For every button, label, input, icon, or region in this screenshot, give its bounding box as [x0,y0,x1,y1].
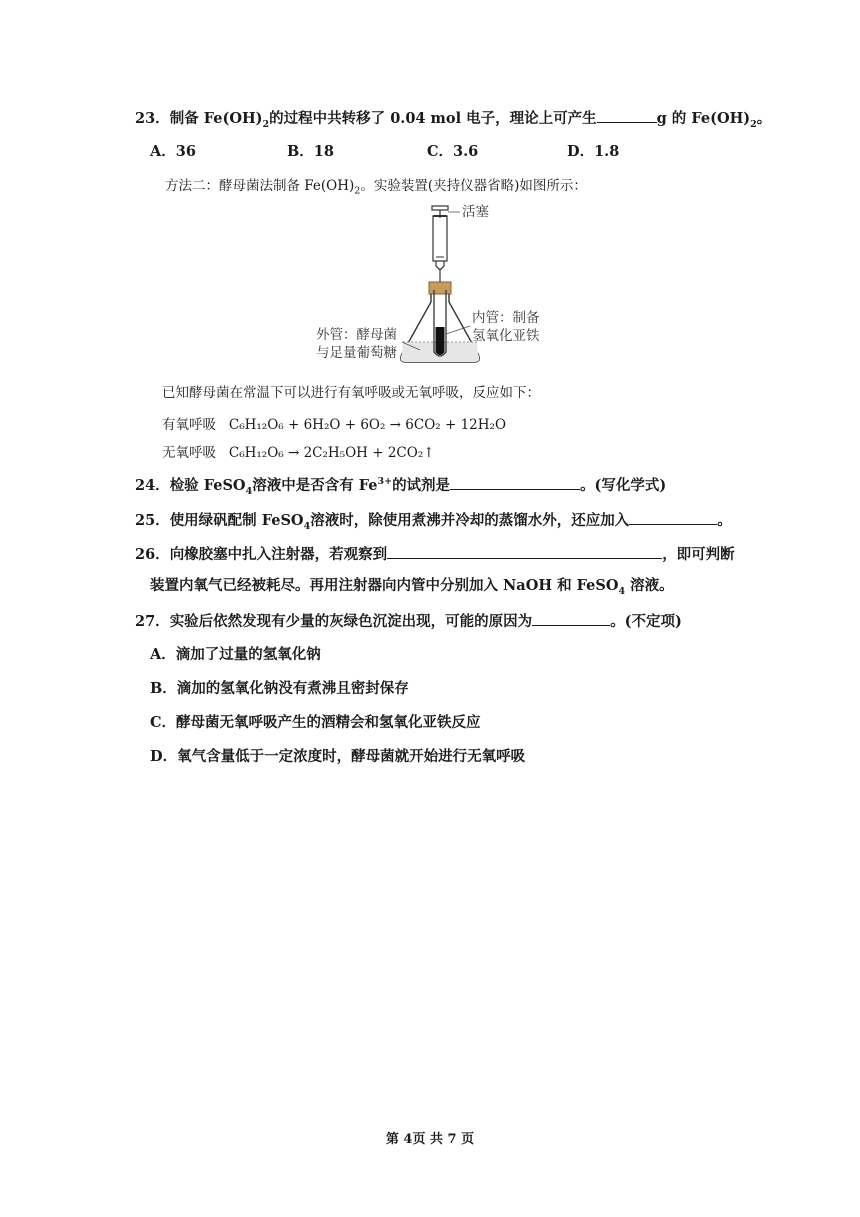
answer-blank-26[interactable] [387,543,662,559]
answer-blank-24[interactable] [450,474,580,490]
aerobic-equation-row [162,415,506,435]
question-26: 26．向橡胶塞中扎入注射器，若观察到 ，即可判断 [135,543,735,565]
question-number: 26． [135,546,170,563]
question-23: 23．制备 $Fe(OH)_2$的过程中共转移了 0.04 mol 电子，理论上可产生 g 的 $Fe(OH)_2$。 [135,107,771,129]
question-number: 25． [135,512,170,529]
question-25: 25．使用绿矾配制 FeSO$_4$溶液时，除使用煮沸并冷却的蒸馏水外，还应加入 。 [135,509,732,531]
option-a[interactable]: A．滴加了过量的氢氧化钠 [150,646,321,663]
option-b[interactable]: B．滴加的氢氧化钠没有煮沸且密封保存 [150,680,409,697]
question-number: 24． [135,477,170,494]
question-number: 27． [135,613,170,630]
syringe-plunger-cap [432,206,448,210]
question-27: 27．实验后依然发现有少量的灰绿色沉淀出现，可能的原因为 。(不定项) [135,610,682,632]
aerobic-equation: C₆H₁₂O₆ + 6H₂O + 6O₂ → 6CO₂ + 12H₂O [228,417,507,433]
apparatus-diagram [310,202,560,377]
answer-blank-27[interactable] [532,610,610,626]
method-two-intro: 方法二：酵母菌法制备 $Fe(OH)_2$。实验装置(夹持仪器省略)如图所示： [165,178,587,197]
option-b[interactable]: B．18 [287,143,334,160]
syringe-barrel [433,216,447,261]
anaerobic-equation-row [162,443,435,463]
option-a[interactable]: A．36 [150,143,196,160]
known-statement: 已知酵母菌在常温下可以进行有氧呼吸或无氧呼吸，反应如下： [162,385,540,401]
page-footer: 第 4页 共 7 页 [385,1132,475,1147]
label-inner-tube-2: 氢氧化亚铁 [472,328,540,344]
rubber-stopper [429,282,451,294]
option-d[interactable]: D．1.8 [567,143,620,160]
anaerobic-equation: C₆H₁₂O₆ → 2C₂H₅OH + 2CO₂↑ [228,445,435,461]
label-outer-tube-1: 外管：酵母菌 [316,327,397,343]
answer-blank-25[interactable] [629,509,717,525]
option-c[interactable]: C．酵母菌无氧呼吸产生的酒精会和氢氧化亚铁反应 [150,714,481,731]
question-24: 24．检验 FeSO$_4$溶液中是否含有 $Fe^{3+}$的试剂是 。(写化学式) [135,474,666,496]
label-piston: 活塞 [462,204,489,220]
label-outer-tube-2: 与足量葡萄糖 [316,345,397,361]
answer-blank-23[interactable] [597,107,657,123]
question-number: 23． [135,110,170,127]
question-26-line-2: 装置内氧气已经被耗尽。再用注射器向内管中分别加入 NaOH 和 FeSO$_4$ 溶液。 [150,577,674,597]
option-d[interactable]: D．氧气含量低于一定浓度时，酵母菌就开始进行无氧呼吸 [150,748,526,765]
aerobic-label: 有氧呼吸 [162,417,216,433]
anaerobic-label: 无氧呼吸 [162,445,216,461]
label-inner-tube-1: 内管：制备 [472,310,540,326]
option-c[interactable]: C．3.6 [427,143,479,160]
